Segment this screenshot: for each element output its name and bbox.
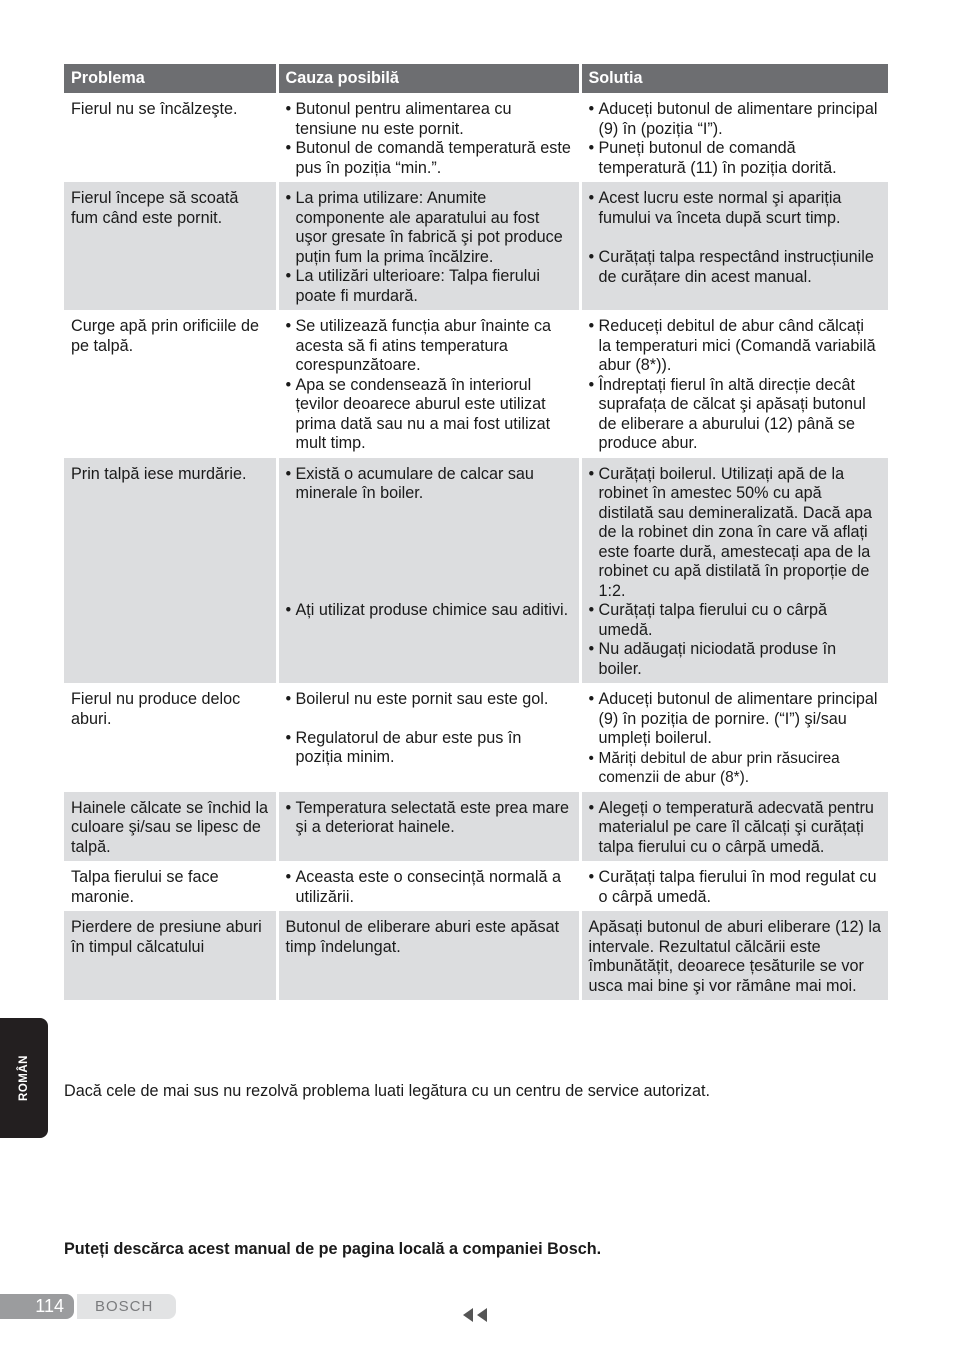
cause-item: • Aceasta este o consecință normală a utilizării. bbox=[286, 868, 572, 907]
solution-cell bbox=[580, 792, 888, 862]
solution-item: • Reduceți debitul de abur când călcați la temperaturi mici (Comandă variabilă abur (8*)). bbox=[589, 317, 882, 376]
solution-item: • Măriți debitul de abur prin răsucirea comenzii de abur (8*). bbox=[589, 749, 882, 788]
solution-item: • Acest lucru este normal şi apariția fumului va înceta după scurt timp. bbox=[589, 189, 882, 228]
solution-item: • Nu adăugați niciodată produse în boiler. bbox=[589, 640, 882, 679]
problem-cell: Hainele călcate se închid la culoare şi/sau se lipesc de talpă. bbox=[64, 792, 277, 862]
table-header-row bbox=[64, 64, 888, 93]
table-row bbox=[64, 861, 888, 911]
cause-item: • Butonul pentru alimentarea cu tensiune nu este pornit. bbox=[286, 100, 572, 139]
brand-label: BOSCH bbox=[77, 1294, 176, 1319]
cause-item: • Temperatura selectată este prea mare şi a deteriorat hainele. bbox=[286, 799, 572, 838]
header-cause: Cauza posibilă bbox=[277, 64, 580, 93]
cause-cell bbox=[277, 182, 580, 310]
table-row bbox=[64, 458, 888, 684]
cause-item: • La prima utilizare: Anumite componente ale aparatului au fost uşor gresate în fabrică şi pot produce puțin fum la prima încălzire. bbox=[286, 189, 572, 267]
page-number-badge bbox=[0, 1294, 74, 1319]
download-note: Puteți descărca acest manual de pe pagina locală a companiei Bosch. bbox=[64, 1240, 602, 1258]
cause-item: • Apa se condensează în interiorul țevilor deoarece aburul este utilizat prima dată sau nu a mai fost utilizat mult timp. bbox=[286, 376, 572, 454]
language-tab bbox=[0, 1018, 48, 1138]
cause-item: • Regulatorul de abur este pus în poziția minim. bbox=[286, 729, 572, 768]
table-row bbox=[64, 792, 888, 862]
cause-item: • Ați utilizat produse chimice sau aditivi. bbox=[286, 601, 572, 621]
cause-cell bbox=[277, 792, 580, 862]
cause-cell: Butonul de eliberare aburi este apăsat timp îndelungat. bbox=[277, 911, 580, 1000]
problem-cell: Fierul nu produce deloc aburi. bbox=[64, 683, 277, 792]
table-row bbox=[64, 182, 888, 310]
double-left-arrow-icon bbox=[462, 1307, 490, 1328]
header-problem: Problema bbox=[64, 64, 277, 93]
problem-cell: Talpa fierului se face maronie. bbox=[64, 861, 277, 911]
solution-cell bbox=[580, 683, 888, 792]
troubleshooting-table bbox=[64, 64, 888, 1000]
cause-item: • Se utilizează funcția abur înainte ca acesta să fi atins temperatura corespunzătoare. bbox=[286, 317, 572, 376]
header-solution: Solutia bbox=[580, 64, 888, 93]
table-row bbox=[64, 310, 888, 458]
table-row bbox=[64, 93, 888, 182]
problem-cell: Pierdere de presiune aburi în timpul călcatului bbox=[64, 911, 277, 1000]
solution-item: • Aduceți butonul de alimentare principal (9) în poziția de pornire. (“I”) şi/sau umpleți boilerul. bbox=[589, 690, 882, 749]
cause-item: • La utilizări ulterioare: Talpa fierului poate fi murdară. bbox=[286, 267, 572, 306]
solution-item: • Alegeți o temperatură adecvată pentru materialul pe care îl călcați şi curățați talpa fierului cu o cârpă umedă. bbox=[589, 799, 882, 858]
solution-item: • Îndreptați fierul în altă direcție decât suprafața de călcat şi apăsați butonul de eliberare a aburului (12) până se produce abur. bbox=[589, 376, 882, 454]
problem-cell: Curge apă prin orificiile de pe talpă. bbox=[64, 310, 277, 458]
cause-cell bbox=[277, 861, 580, 911]
solution-cell bbox=[580, 310, 888, 458]
solution-item: • Puneți butonul de comandă temperatură (11) în poziția dorită. bbox=[589, 139, 882, 178]
solution-item: • Aduceți butonul de alimentare principal (9) în (poziția “I”). bbox=[589, 100, 882, 139]
cause-cell bbox=[277, 458, 580, 684]
solution-cell bbox=[580, 458, 888, 684]
problem-cell: Fierul începe să scoată fum când este pornit. bbox=[64, 182, 277, 310]
cause-cell bbox=[277, 310, 580, 458]
solution-item: • Curățați boilerul. Utilizați apă de la robinet în amestec 50% cu apă distilată sau demineralizată. Dacă apa de la robinet din zona în care vă aflați este foarte dură, amestecați apa de la robinet cu apă distilată în proporție de 1:2. bbox=[589, 465, 882, 602]
solution-cell bbox=[580, 93, 888, 182]
problem-cell: Fierul nu se încălzeşte. bbox=[64, 93, 277, 182]
cause-cell bbox=[277, 683, 580, 792]
solution-item: • Curățați talpa respectând instrucțiunile de curățare din acest manual. bbox=[589, 248, 882, 287]
cause-item: • Butonul de comandă temperatură este pus în poziția “min.”. bbox=[286, 139, 572, 178]
cause-cell bbox=[277, 93, 580, 182]
page-number: 114 bbox=[35, 1296, 64, 1316]
table-row bbox=[64, 683, 888, 792]
cause-item: • Boilerul nu este pornit sau este gol. bbox=[286, 690, 572, 710]
language-tab-label: ROMÂN bbox=[18, 1055, 30, 1101]
solution-cell bbox=[580, 182, 888, 310]
solution-item: • Curățați talpa fierului cu o cârpă umedă. bbox=[589, 601, 882, 640]
solution-item: • Curățați talpa fierului în mod regulat cu o cârpă umedă. bbox=[589, 868, 882, 907]
service-note: Dacă cele de mai sus nu rezolvă problema luati legătura cu un centru de service autorizat. bbox=[64, 1082, 711, 1100]
problem-cell: Prin talpă iese murdărie. bbox=[64, 458, 277, 684]
solution-cell bbox=[580, 861, 888, 911]
table-row bbox=[64, 911, 888, 1000]
cause-item: • Există o acumulare de calcar sau minerale în boiler. bbox=[286, 465, 572, 504]
solution-cell: Apăsați butonul de aburi eliberare (12) la intervale. Rezultatul călcării este îmbunătățit, deoarece țesăturile se vor usca mai bine şi vor rămâne mai moi. bbox=[580, 911, 888, 1000]
